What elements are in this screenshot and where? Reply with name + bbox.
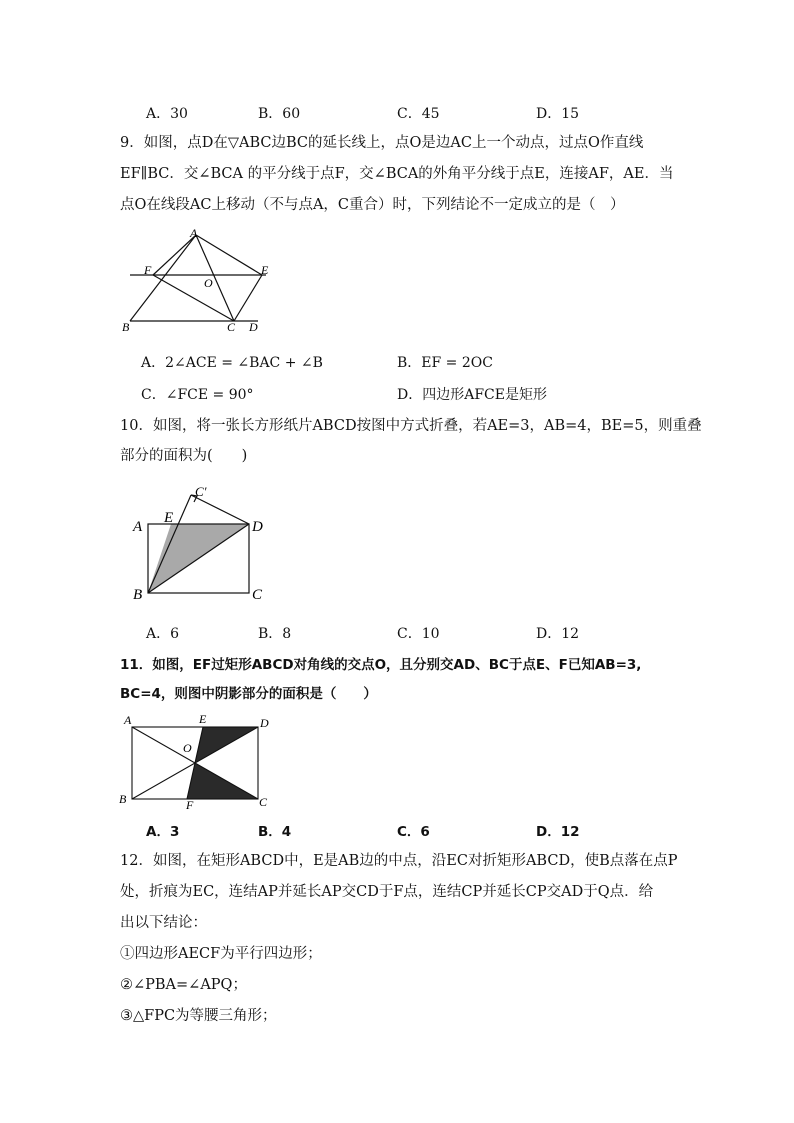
q8-option-a: A．30 xyxy=(146,106,188,122)
q10-text-line1: 10．如图，将一张长方形纸片ABCD按图中方式折叠，若AE=3，AB=4，BE=5，则重叠 xyxy=(120,418,702,434)
q11-label-e: E xyxy=(199,712,207,726)
q10-label-c-prime: C′ xyxy=(195,484,207,499)
q12-item-1: ①四边形AECF为平行四边形； xyxy=(120,946,322,962)
q11-label-f: F xyxy=(186,798,194,812)
q9-text-line1: 9．如图，点D在▽ABC边BC的延长线上，点O是边AC上一个动点，过点O作直线 xyxy=(120,135,644,151)
q10-label-c: C xyxy=(252,587,263,603)
q11-text-line1: 11．如图，EF过矩形ABCD对角线的交点O，且分别交AD、BC于点E、F已知AB=3, xyxy=(120,657,642,673)
q11-label-b: B xyxy=(119,792,127,806)
q10-label-a: A xyxy=(133,519,143,535)
q10-option-a: A．6 xyxy=(146,626,180,642)
q11-option-c: C．6 xyxy=(397,824,430,840)
q9-label-o: O xyxy=(204,276,213,290)
q10-text-line2: 部分的面积为( ) xyxy=(120,448,248,464)
q11-label-c: C xyxy=(259,795,268,809)
q10-option-d: D．12 xyxy=(536,626,580,642)
q12-text-line1: 12．如图，在矩形ABCD中，E是AB边的中点，沿EC对折矩形ABCD，使B点落在点P xyxy=(120,853,678,869)
q10-label-d: D xyxy=(252,519,263,535)
q11-option-b: B．4 xyxy=(258,824,292,840)
q12-text-line3: 出以下结论： xyxy=(120,915,207,931)
q9-option-d: D．四边形AFCE是矩形 xyxy=(397,387,547,403)
q10-figure xyxy=(128,478,278,606)
q11-label-a: A xyxy=(124,713,132,727)
q9-text-line3: 点O在线段AC上移动（不与点A，C重合）时，下列结论不一定成立的是（ ） xyxy=(120,197,625,213)
q10-option-b: B．8 xyxy=(258,626,292,642)
q11-label-d: D xyxy=(260,716,269,730)
q9-label-c: C xyxy=(227,320,236,334)
q11-text-line2: BC=4，则图中阴影部分的面积是（ ） xyxy=(120,686,377,702)
q10-label-e: E xyxy=(164,510,174,526)
q8-option-d: D．15 xyxy=(536,106,580,122)
q9-figure xyxy=(118,226,288,338)
q8-option-b: B．60 xyxy=(258,106,301,122)
q9-option-b: B．EF = 2OC xyxy=(397,355,493,371)
q11-option-d: D．12 xyxy=(536,824,580,840)
q12-text-line2: 处，折痕为EC，连结AP并延长AP交CD于F点，连结CP并延长CP交AD于Q点．给 xyxy=(120,884,654,900)
q9-text-line2: EF∥BC．交∠BCA 的平分线于点F，交∠BCA的外角平分线于点E，连接AF，AE．当 xyxy=(120,166,674,182)
q8-option-c: C．45 xyxy=(397,106,440,122)
q11-label-o: O xyxy=(183,741,192,755)
q9-label-a: A xyxy=(190,226,198,240)
q11-figure xyxy=(116,710,278,812)
q9-label-e: E xyxy=(261,263,269,277)
q10-label-b: B xyxy=(133,587,143,603)
q12-item-3: ③△FPC为等腰三角形； xyxy=(120,1008,277,1024)
q9-label-b: B xyxy=(122,320,130,334)
q9-label-f: F xyxy=(144,263,152,277)
q12-item-2: ②∠PBA=∠APQ； xyxy=(120,977,247,993)
q9-label-d: D xyxy=(249,320,258,334)
q9-option-a: A．2∠ACE = ∠BAC + ∠B xyxy=(141,355,323,371)
q11-option-a: A．3 xyxy=(146,824,180,840)
q9-option-c: C．∠FCE = 90° xyxy=(141,387,254,403)
q10-option-c: C．10 xyxy=(397,626,440,642)
